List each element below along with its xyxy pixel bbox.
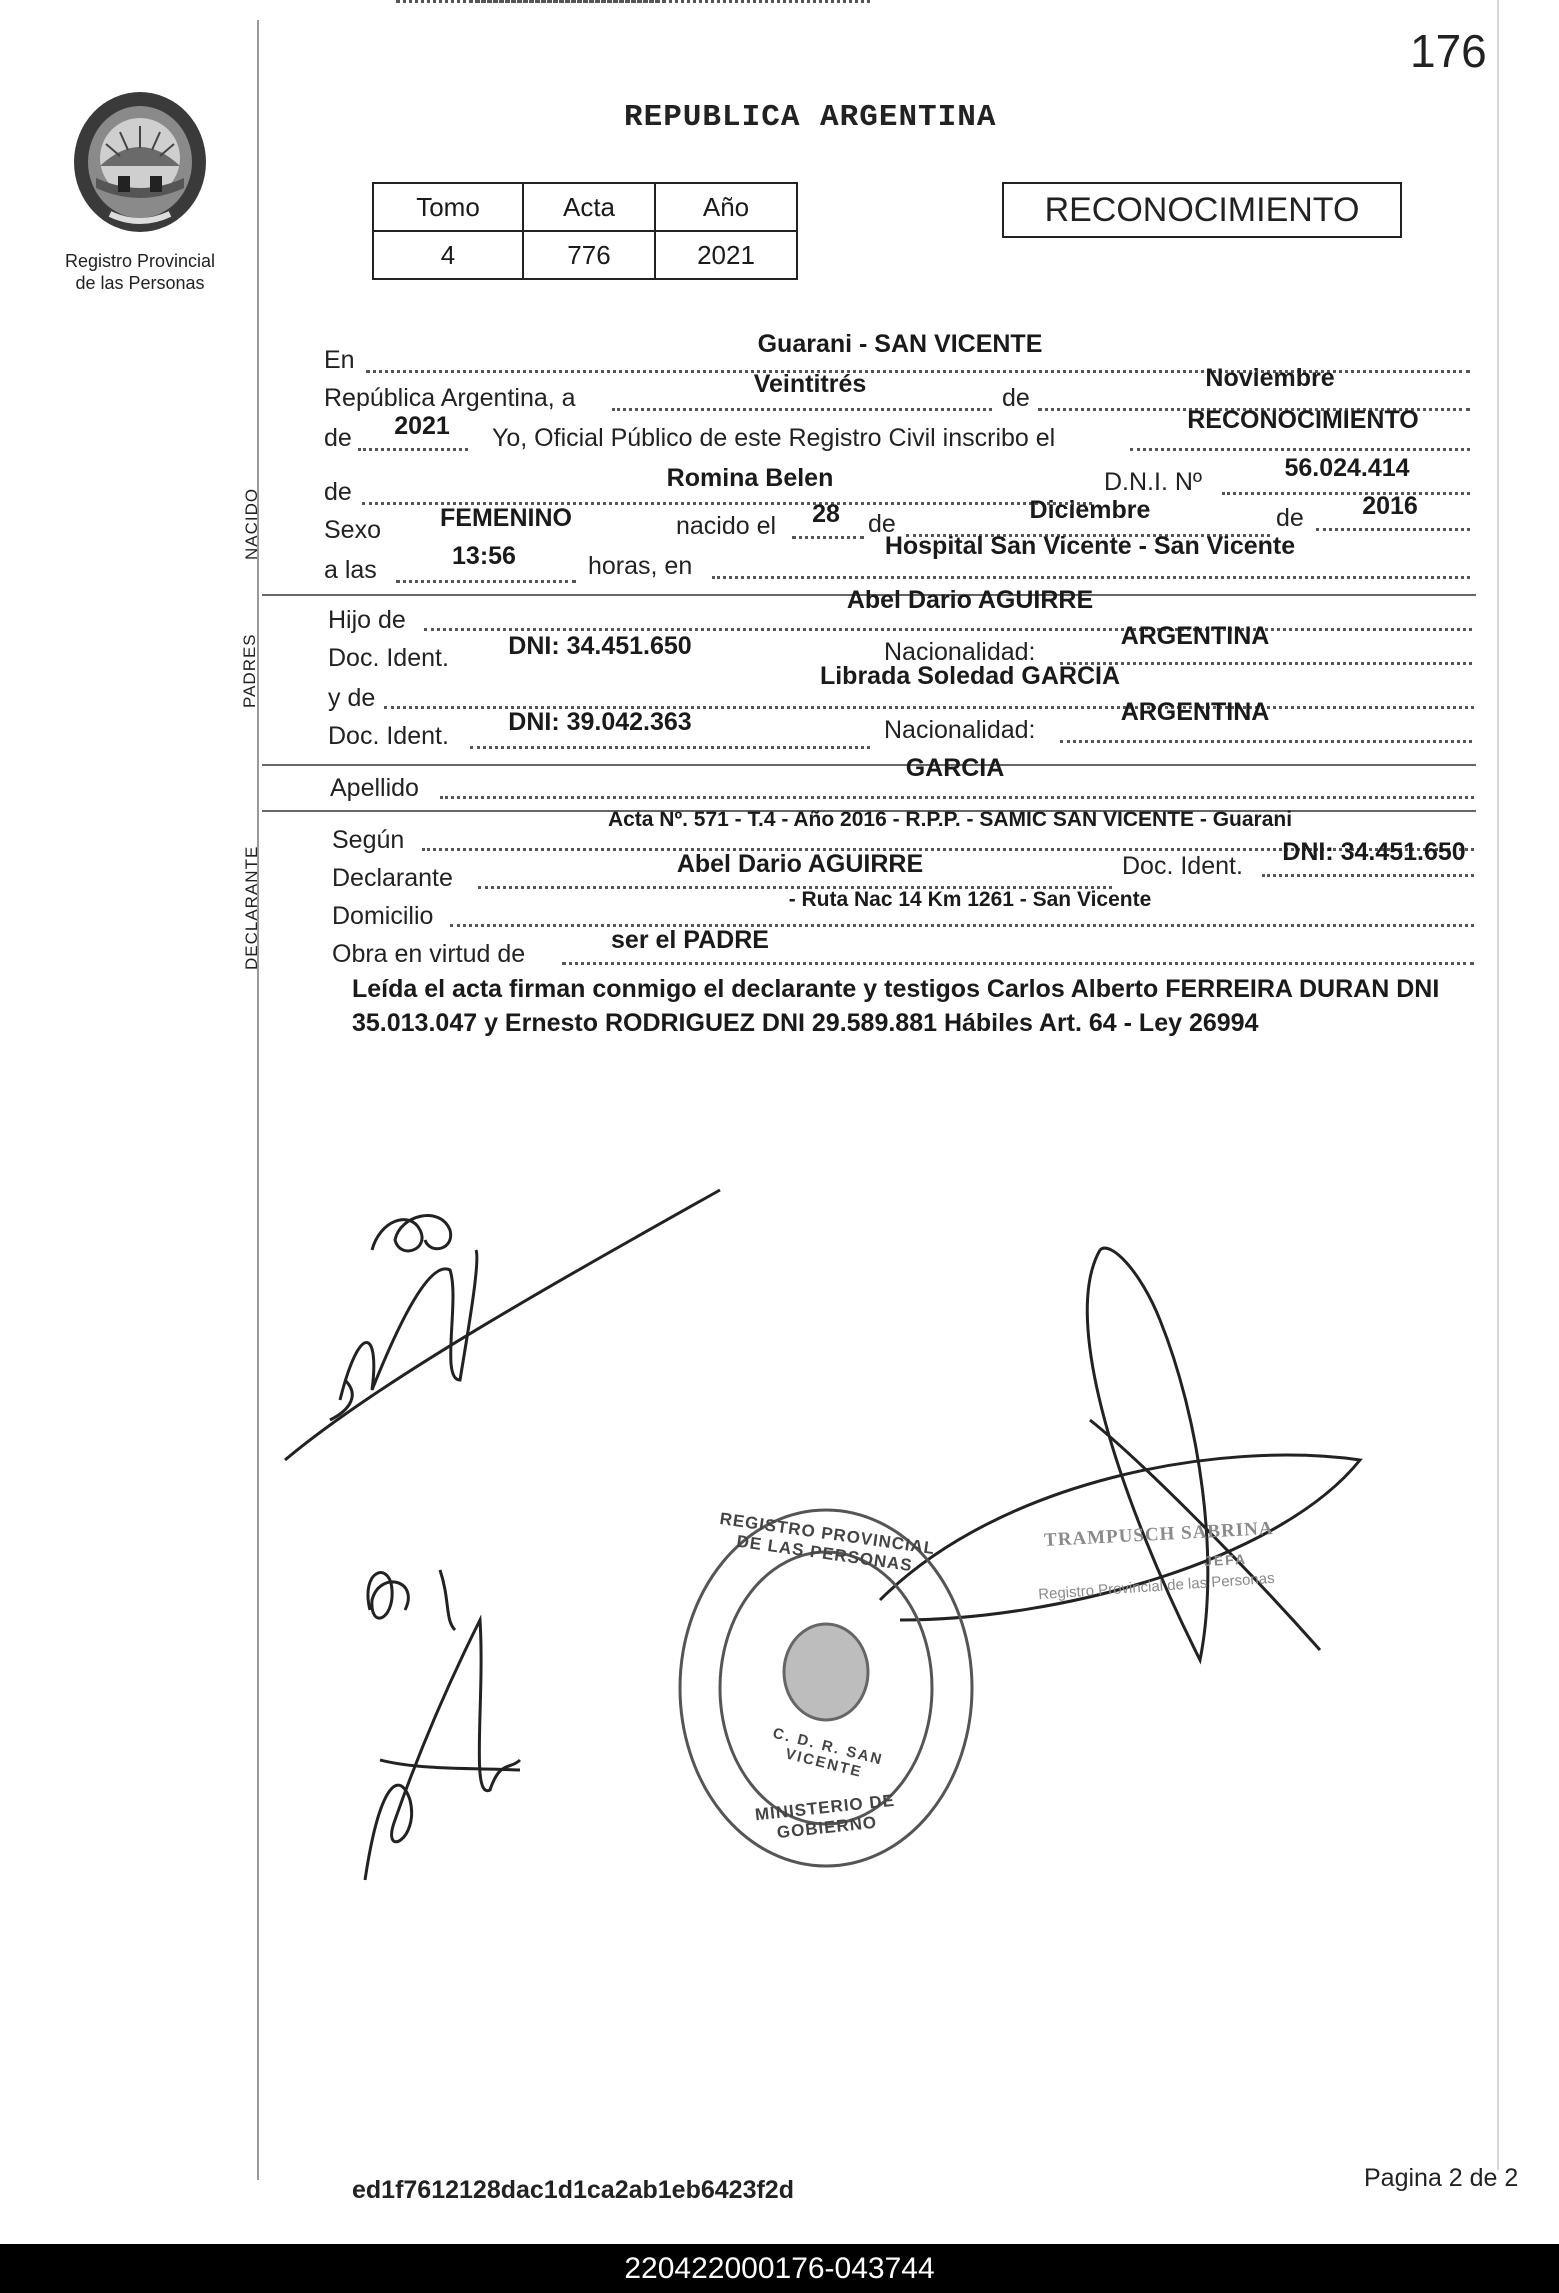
section-label-parents: PADRES (240, 633, 259, 708)
born-label: nacido el (676, 512, 777, 540)
father-doc-label: Doc. Ident. (328, 644, 449, 672)
hours-label: horas, en (588, 552, 693, 580)
mother-nat-label: Nacionalidad: (884, 716, 1036, 744)
value-tomo: 4 (373, 231, 523, 279)
oval-stamp-inner-text: C. D. R. SAN VICENTE (771, 1724, 886, 1782)
dotted-line (562, 962, 1474, 965)
capacity-value: ser el PADRE (611, 926, 769, 954)
mother-name: Librada Soledad GARCIA (819, 662, 1121, 690)
capacity-label: Obra en virtud de (332, 940, 526, 968)
provincia-de-misiones-seal-icon (70, 88, 210, 236)
header-anio: Año (655, 183, 797, 231)
address-value: - Ruta Nac 14 Km 1261 - San Vicente (788, 888, 1152, 911)
logo-caption-line2: de las Personas (75, 273, 205, 293)
signature-witness-icon (365, 1570, 520, 1880)
father-name: Abel Dario AGUIRRE (846, 586, 1094, 614)
official-stamp-org: Registro Provincial de las Personas (1037, 1569, 1276, 1604)
dotted-line (358, 448, 468, 451)
section-label-born: NACIDO (242, 487, 261, 560)
according-value: Acta Nº. 571 - T.4 - Año 2016 - R.P.P. - SAMIC SAN VICENTE - Guarani (607, 808, 1293, 831)
mother-doc-label: Doc. Ident. (328, 722, 449, 750)
dotted-line (612, 408, 992, 411)
dotted-line (396, 580, 576, 583)
child-dni-label: D.N.I. Nº (1104, 468, 1203, 496)
birth-de-label-1: de (868, 510, 896, 538)
date-month: Noviembre (1205, 364, 1335, 392)
right-page-edge (1497, 0, 1499, 2170)
oval-stamp-top-text: REGISTRO PROVINCIAL DE LAS PERSONAS (718, 1509, 937, 1576)
father-nat-label: Nacionalidad: (884, 638, 1036, 666)
declarant-doc: DNI: 34.451.650 (1282, 838, 1466, 866)
header-acta: Acta (523, 183, 655, 231)
birth-de-label-2: de (1276, 504, 1304, 532)
place-label: En (324, 346, 355, 374)
place-value: Guarani - SAN VICENTE (757, 330, 1043, 358)
date-month-label: de (1002, 384, 1030, 412)
father-nationality: ARGENTINA (1120, 622, 1270, 650)
register-table (372, 182, 798, 280)
child-label: de (324, 478, 352, 506)
dotted-line (1130, 448, 1470, 451)
birth-time-label: a las (324, 556, 377, 584)
pagination: Pagina 2 de 2 (1364, 2164, 1519, 2192)
birth-place: Hospital San Vicente - San Vicente (884, 532, 1296, 560)
father-label: Hijo de (328, 606, 406, 634)
year-act-type: RECONOCIMIENTO (1187, 406, 1419, 434)
register-table-header-row (373, 183, 797, 231)
surname-label: Apellido (330, 774, 419, 802)
dotted-line (470, 0, 870, 3)
logo-caption (40, 250, 240, 294)
dotted-line (424, 628, 1472, 631)
register-table-value-row (373, 231, 797, 279)
birth-year: 2016 (1362, 492, 1418, 520)
header-tomo: Tomo (373, 183, 523, 231)
section-label-declarant: DECLARANTE (242, 845, 261, 970)
declarant-label: Declarante (332, 864, 453, 892)
date-day: Veintitrés (753, 370, 867, 398)
dotted-line (470, 746, 870, 749)
dotted-line (1262, 874, 1474, 877)
date-label: República Argentina, a (324, 384, 576, 412)
sex-value: FEMENINO (440, 504, 572, 532)
dotted-line (1060, 740, 1472, 743)
dotted-line (440, 796, 1474, 799)
dotted-line (1316, 528, 1470, 531)
official-stamp-name: TRAMPUSCH SABRINA (1043, 1518, 1275, 1551)
official-stamp-role: JEFA (1203, 1550, 1248, 1570)
left-margin-line (257, 20, 259, 2180)
birth-month: Diciembre (1029, 496, 1151, 524)
act-type-box: RECONOCIMIENTO (1002, 182, 1402, 238)
footer-code-bar: 220422000176-043744 (0, 2244, 1559, 2293)
dotted-line (712, 576, 1470, 579)
signature-official-icon (880, 1248, 1360, 1660)
mother-nationality: ARGENTINA (1120, 698, 1270, 726)
address-label: Domicilio (332, 902, 434, 930)
value-acta: 776 (523, 231, 655, 279)
oval-stamp-bottom-text: MINISTERIO DE GOBIERNO (754, 1790, 896, 1843)
according-label: Según (332, 826, 405, 854)
registrar-statement: Yo, Oficial Público de este Registro Civil inscribo el (492, 424, 1056, 452)
sex-label: Sexo (324, 516, 381, 544)
surname-value: GARCIA (905, 754, 1005, 782)
year-value: 2021 (394, 412, 450, 440)
father-doc: DNI: 34.451.650 (508, 632, 692, 660)
year-de-label: de (324, 424, 352, 452)
country-title: REPUBLICA ARGENTINA (624, 100, 997, 135)
child-name: Romina Belen (666, 464, 834, 492)
birth-day: 28 (812, 500, 840, 528)
mother-label: y de (328, 684, 376, 712)
document-hash: ed1f7612128dac1d1ca2ab1eb6423f2d (352, 2176, 794, 2204)
declarant-name: Abel Dario AGUIRRE (676, 850, 924, 878)
logo-caption-line1: Registro Provincial (64, 251, 216, 271)
child-dni: 56.024.414 (1284, 454, 1410, 482)
signature-declarant-icon (285, 1190, 720, 1460)
mother-doc: DNI: 39.042.363 (508, 708, 692, 736)
value-anio: 2021 (655, 231, 797, 279)
closing-text: Leída el acta firman conmigo el declarante y testigos Carlos Alberto FERREIRA DURAN DNI 35.013.047 y Ernesto RODRIGUEZ DNI 29.589.881 Hábiles Art. 64 - Ley 26994 (352, 975, 1440, 1037)
declarant-doc-label: Doc. Ident. (1122, 852, 1243, 880)
birth-time: 13:56 (452, 542, 516, 570)
page-number: 176 (1410, 25, 1487, 77)
